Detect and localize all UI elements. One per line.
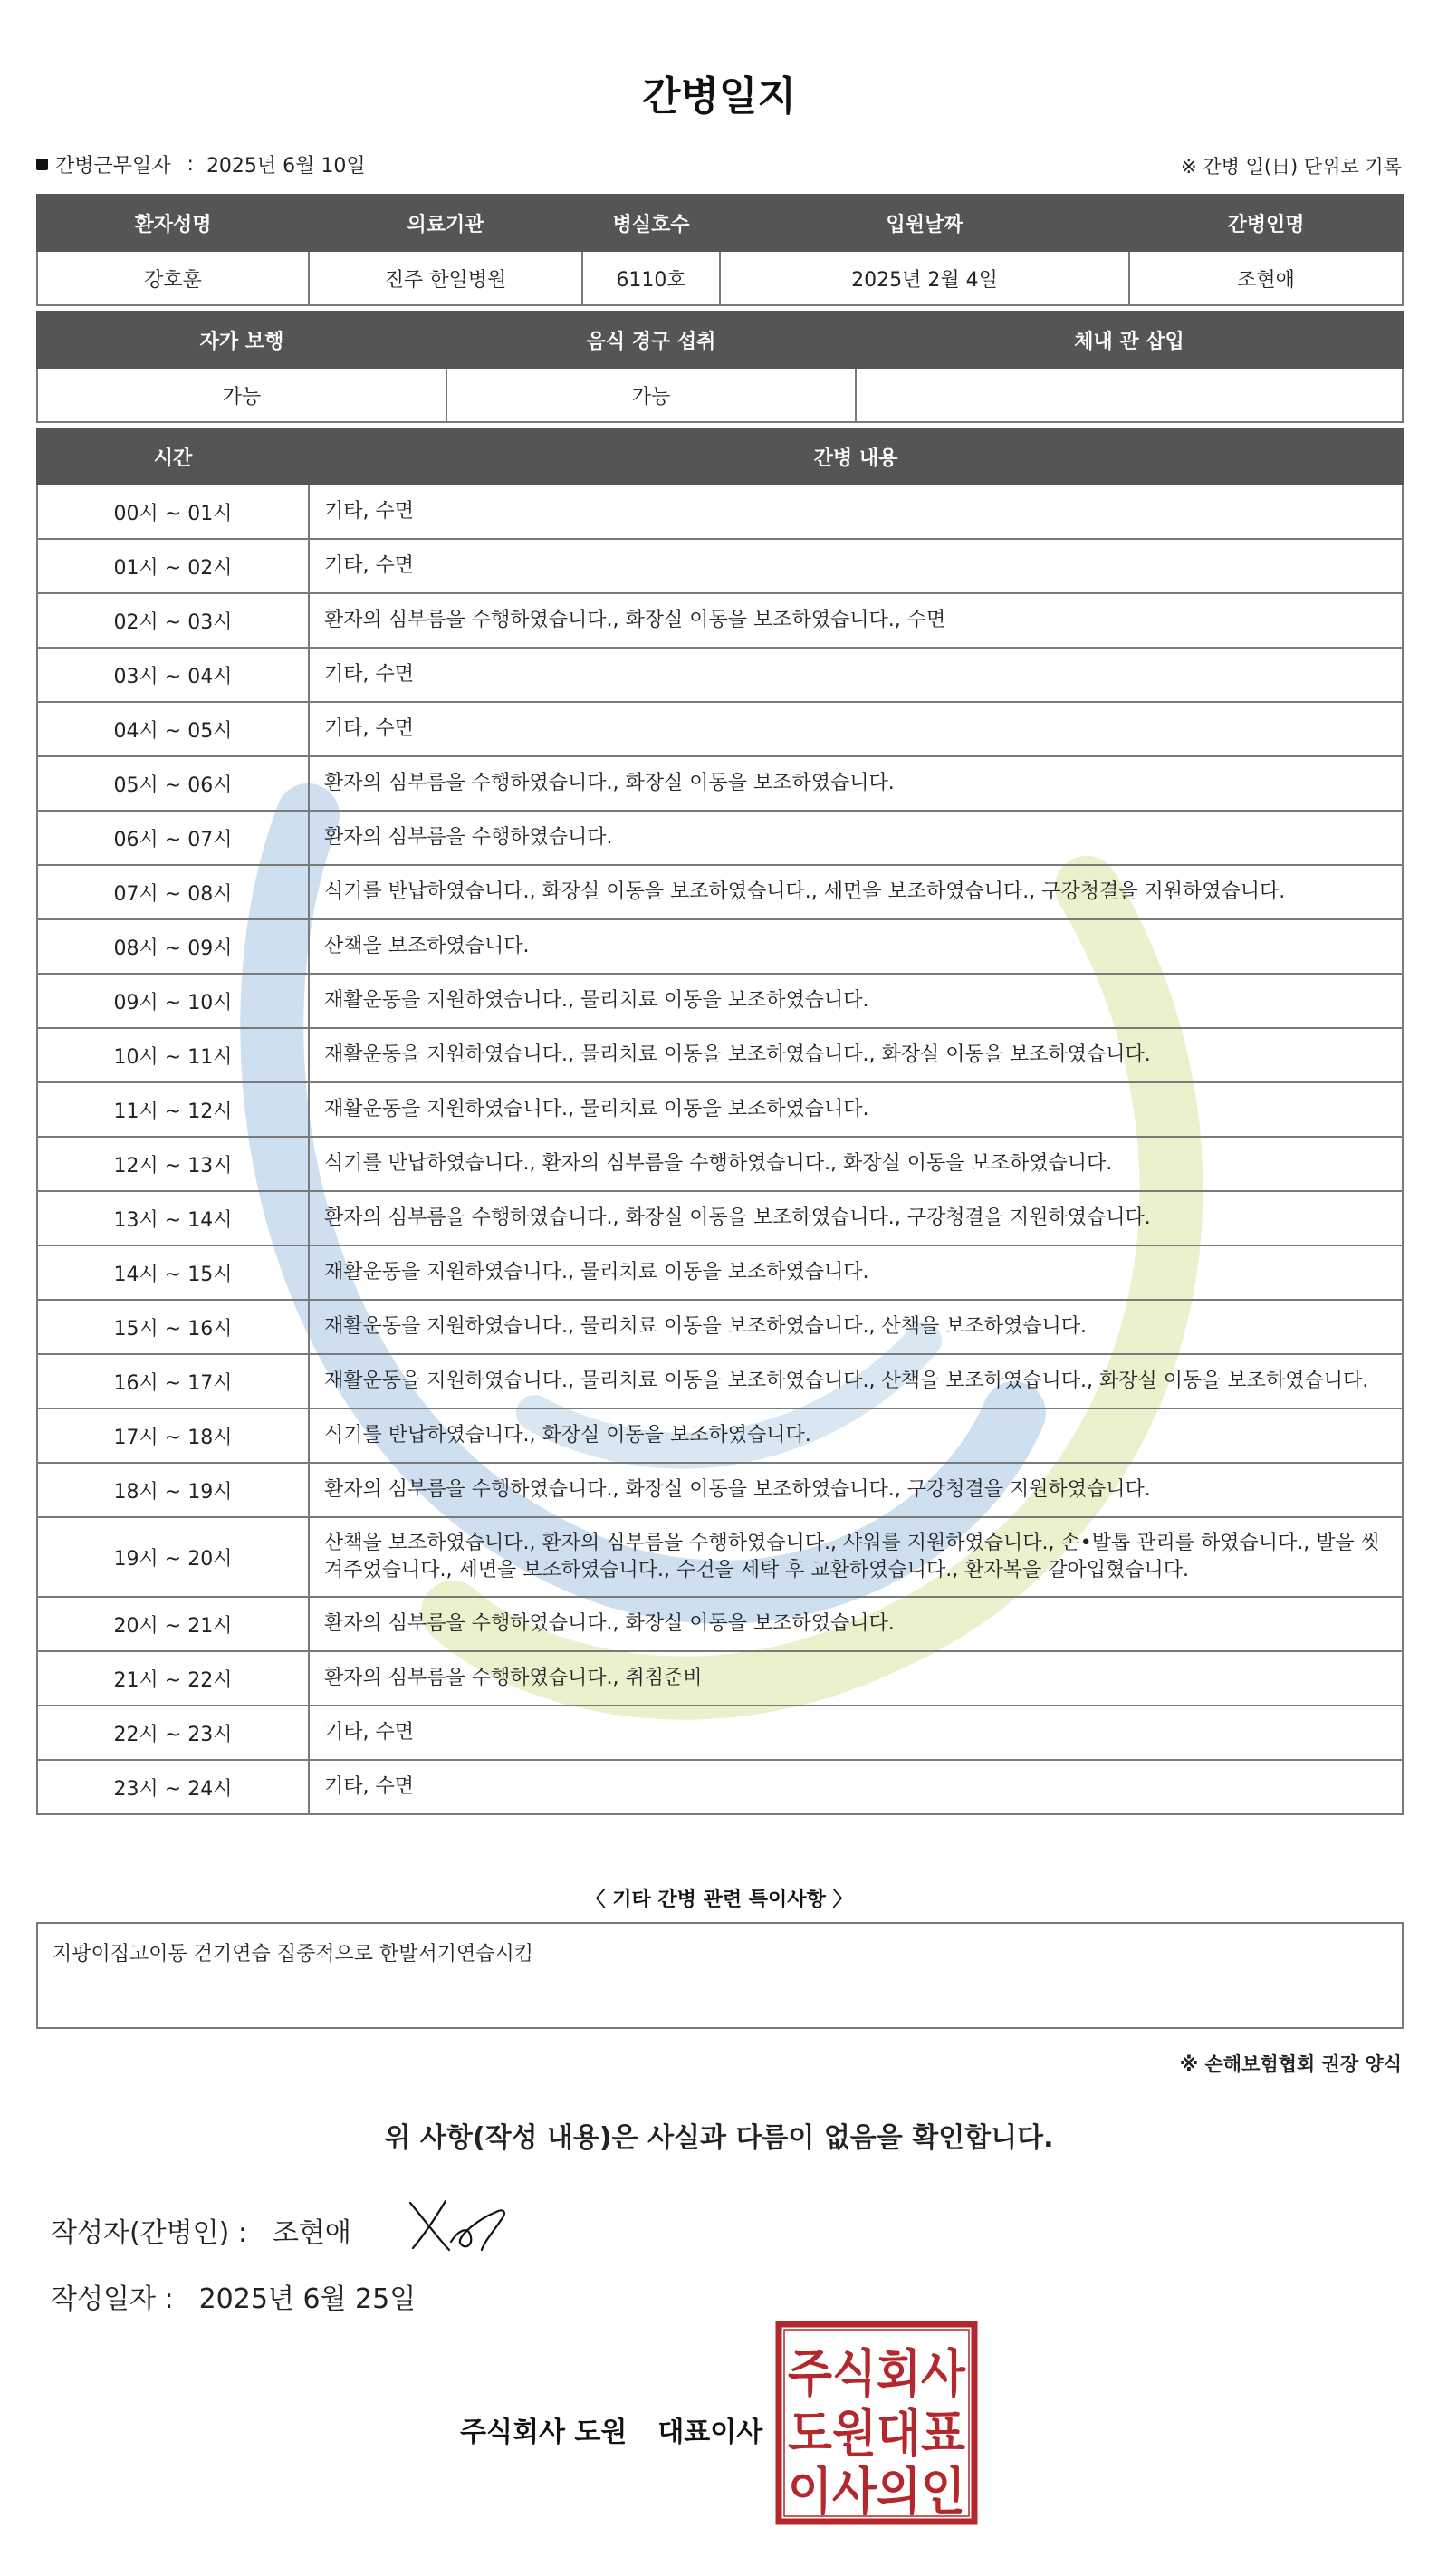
written-date-line (51, 2276, 416, 2316)
header-patient-name: 환자성명 (37, 195, 309, 251)
time-cell: 15시 ~ 16시 (37, 1300, 309, 1354)
content-cell: 기타, 수면 (309, 485, 1403, 539)
table-row (37, 485, 1403, 539)
content-cell: 기타, 수면 (309, 702, 1403, 756)
header-caregiver: 간병인명 (1129, 195, 1403, 251)
table-row (37, 702, 1403, 756)
svg-text:도원대표: 도원대표 (788, 2405, 965, 2464)
work-date-value: 2025년 6월 10일 (206, 155, 366, 178)
svg-text:이사의인: 이사의인 (788, 2463, 965, 2522)
admission-date: 2025년 2월 4일 (720, 251, 1129, 305)
time-cell: 07시 ~ 08시 (37, 865, 309, 919)
company-representative: 대표이사 (657, 2417, 763, 2448)
time-cell: 14시 ~ 15시 (37, 1245, 309, 1300)
table-row (37, 1597, 1403, 1651)
log-header-row (37, 428, 1403, 485)
work-date-separator: : (187, 153, 194, 176)
oral-intake-value: 가능 (446, 368, 856, 422)
patient-status-table (36, 311, 1404, 423)
header-self-walking: 자가 보행 (37, 312, 446, 368)
table-row (37, 756, 1403, 811)
patient-name: 강호훈 (37, 251, 309, 305)
time-cell: 23시 ~ 24시 (37, 1760, 309, 1814)
status-value-row (37, 368, 1403, 422)
status-header-row (37, 312, 1403, 368)
care-log-table (36, 428, 1404, 1815)
time-cell: 11시 ~ 12시 (37, 1082, 309, 1137)
company-name: 주식회사 도원 (460, 2417, 628, 2448)
content-cell: 산책을 보조하였습니다. (309, 919, 1403, 974)
confirmation-statement: 위 사항(작성 내용)은 사실과 다름이 없음을 확인합니다. (384, 2122, 1054, 2154)
table-row (37, 1354, 1403, 1408)
table-row (37, 1463, 1403, 1517)
content-cell: 기타, 수면 (309, 539, 1403, 593)
svg-text:주식회사: 주식회사 (788, 2345, 966, 2404)
time-cell: 13시 ~ 14시 (37, 1191, 309, 1245)
time-cell: 22시 ~ 23시 (37, 1706, 309, 1760)
header-room: 병실호수 (582, 195, 720, 251)
header-oral-intake: 음식 경구 섭취 (446, 312, 856, 368)
content-cell: 기타, 수면 (309, 1760, 1403, 1814)
header-care-content: 간병 내용 (309, 428, 1403, 485)
table-row (37, 1706, 1403, 1760)
content-cell: 환자의 심부름을 수행하였습니다., 화장실 이동을 보조하였습니다., 구강청결을 지원하였습니다. (309, 1463, 1403, 1517)
header-hospital: 의료기관 (309, 195, 582, 251)
bullet-square-icon (36, 159, 48, 170)
table-row (37, 1651, 1403, 1706)
header-tube-insertion: 체내 관 삽입 (856, 312, 1403, 368)
time-cell: 01시 ~ 02시 (37, 539, 309, 593)
time-cell: 21시 ~ 22시 (37, 1651, 309, 1706)
writer-label: 작성자(간병인) : (51, 2217, 247, 2249)
self-walking-value: 가능 (37, 368, 446, 422)
hospital-name: 진주 한일병원 (309, 251, 582, 305)
header-time: 시간 (37, 428, 309, 485)
remarks-text: 지팡이집고이동 걷기연습 집중적으로 한발서기연습시킴 (53, 1943, 534, 1966)
table-row (37, 1408, 1403, 1463)
table-row (37, 811, 1403, 865)
written-date-label: 작성일자 : (51, 2283, 174, 2315)
company-line (460, 2409, 762, 2449)
content-cell: 재활운동을 지원하였습니다., 물리치료 이동을 보조하였습니다. (309, 1245, 1403, 1300)
patient-info-table (36, 194, 1404, 306)
content-cell: 환자의 심부름을 수행하였습니다., 화장실 이동을 보조하였습니다., 수면 (309, 593, 1403, 648)
unit-note: ※ 간병 일(日) 단위로 기록 (1181, 156, 1402, 178)
room-number: 6110호 (582, 251, 720, 305)
patient-header-row (37, 195, 1403, 251)
written-date-value: 2025년 6월 25일 (198, 2283, 417, 2315)
content-cell: 식기를 반납하였습니다., 환자의 심부름을 수행하였습니다., 화장실 이동을 보조하였습니다. (309, 1137, 1403, 1191)
table-row (37, 1517, 1403, 1597)
remarks-box (36, 1922, 1404, 2029)
table-row (37, 1760, 1403, 1814)
content-cell: 산책을 보조하였습니다., 환자의 심부름을 수행하였습니다., 샤워를 지원하였습니다., 손•발톱 관리를 하였습니다., 발을 씻겨주었습니다., 세면을 보조하였습니다., 수건을 세탁 후 교환하였습니다., 환자복을 갈아입혔습니다. (309, 1517, 1403, 1597)
table-row (37, 1245, 1403, 1300)
content-cell: 재활운동을 지원하였습니다., 물리치료 이동을 보조하였습니다., 산책을 보조하였습니다., 화장실 이동을 보조하였습니다. (309, 1354, 1403, 1408)
table-row (37, 1137, 1403, 1191)
writer-name: 조현애 (272, 2217, 351, 2249)
table-row (37, 1028, 1403, 1082)
content-cell: 식기를 반납하였습니다., 화장실 이동을 보조하였습니다., 세면을 보조하였습니다., 구강청결을 지원하였습니다. (309, 865, 1403, 919)
time-cell: 05시 ~ 06시 (37, 756, 309, 811)
table-row (37, 865, 1403, 919)
time-cell: 17시 ~ 18시 (37, 1408, 309, 1463)
table-row (37, 1082, 1403, 1137)
content-cell: 환자의 심부름을 수행하였습니다., 취침준비 (309, 1651, 1403, 1706)
work-date (36, 150, 366, 178)
page-title: 간병일지 (641, 73, 796, 120)
table-row (37, 974, 1403, 1028)
header-admission-date: 입원날짜 (720, 195, 1129, 251)
caregiver-name: 조현애 (1129, 251, 1403, 305)
content-cell: 재활운동을 지원하였습니다., 물리치료 이동을 보조하였습니다., 산책을 보조하였습니다. (309, 1300, 1403, 1354)
content-cell: 환자의 심부름을 수행하였습니다., 화장실 이동을 보조하였습니다., 구강청결을 지원하였습니다. (309, 1191, 1403, 1245)
time-cell: 08시 ~ 09시 (37, 919, 309, 974)
signature-image (406, 2192, 514, 2255)
content-cell: 재활운동을 지원하였습니다., 물리치료 이동을 보조하였습니다., 화장실 이동을 보조하였습니다. (309, 1028, 1403, 1082)
time-cell: 20시 ~ 21시 (37, 1597, 309, 1651)
work-date-label: 간병근무일자 (55, 155, 171, 178)
table-row (37, 919, 1403, 974)
content-cell: 기타, 수면 (309, 648, 1403, 702)
content-cell: 재활운동을 지원하였습니다., 물리치료 이동을 보조하였습니다. (309, 974, 1403, 1028)
content-cell: 환자의 심부름을 수행하였습니다., 화장실 이동을 보조하였습니다. (309, 1597, 1403, 1651)
time-cell: 03시 ~ 04시 (37, 648, 309, 702)
table-row (37, 1191, 1403, 1245)
time-cell: 12시 ~ 13시 (37, 1137, 309, 1191)
company-seal-stamp (775, 2321, 978, 2525)
time-cell: 19시 ~ 20시 (37, 1517, 309, 1597)
content-cell: 재활운동을 지원하였습니다., 물리치료 이동을 보조하였습니다. (309, 1082, 1403, 1137)
form-note: ※ 손해보험협회 권장 양식 (1179, 2053, 1402, 2075)
table-row (37, 539, 1403, 593)
table-row (37, 648, 1403, 702)
time-cell: 09시 ~ 10시 (37, 974, 309, 1028)
time-cell: 02시 ~ 03시 (37, 593, 309, 648)
table-row (37, 593, 1403, 648)
table-row (37, 1300, 1403, 1354)
remarks-title: 〈 기타 간병 관련 특이사항 〉 (585, 1889, 853, 1911)
content-cell: 환자의 심부름을 수행하였습니다. (309, 811, 1403, 865)
time-cell: 10시 ~ 11시 (37, 1028, 309, 1082)
time-cell: 00시 ~ 01시 (37, 485, 309, 539)
time-cell: 16시 ~ 17시 (37, 1354, 309, 1408)
patient-value-row (37, 251, 1403, 305)
content-cell: 기타, 수면 (309, 1706, 1403, 1760)
writer-line (51, 2210, 351, 2250)
time-cell: 18시 ~ 19시 (37, 1463, 309, 1517)
time-cell: 04시 ~ 05시 (37, 702, 309, 756)
tube-insertion-value (856, 368, 1403, 422)
content-cell: 환자의 심부름을 수행하였습니다., 화장실 이동을 보조하였습니다. (309, 756, 1403, 811)
time-cell: 06시 ~ 07시 (37, 811, 309, 865)
content-cell: 식기를 반납하였습니다., 화장실 이동을 보조하였습니다. (309, 1408, 1403, 1463)
